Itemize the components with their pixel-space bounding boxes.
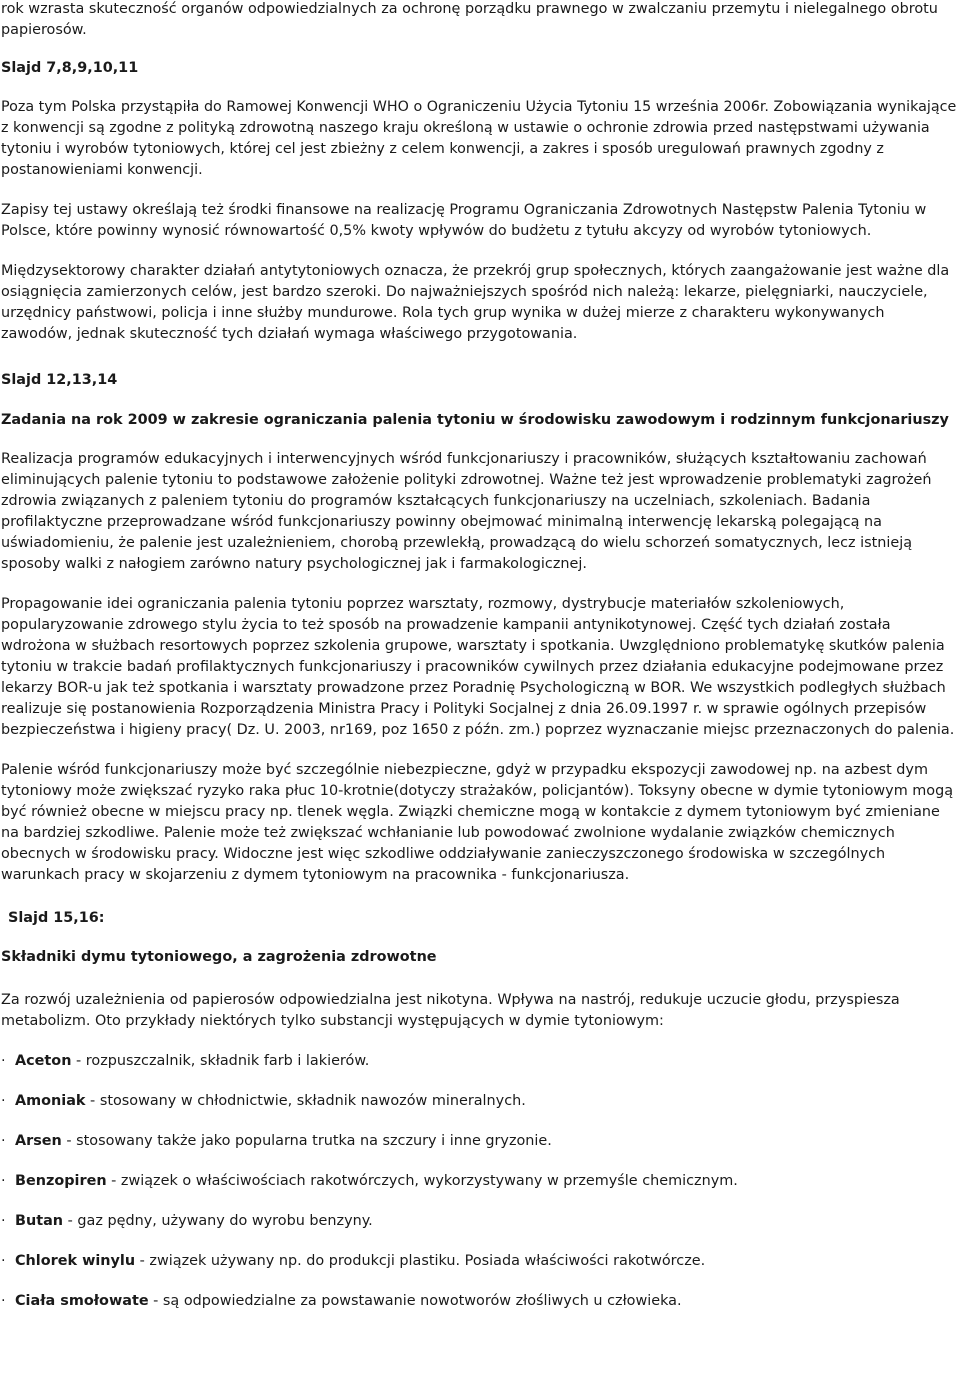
substance-term: Butan bbox=[15, 1213, 64, 1229]
bullet-dot: · bbox=[1, 1213, 6, 1229]
section2-paragraph-3: Palenie wśród funkcjonariuszy może być szczególnie niebezpieczne, gdyż w przypadku ekspozycji zawodowej np. na azbest dym tytoniowy może zwiększać ryzyko raka płuc 10-krotnie(dotyczy strażaków, policjantów). Toksyny obecne w dymie tytoniowym mogą być również obecne w miejscu pracy np. tlenek węgla. Związki chemiczne mogą w kontakcie z dymem tytoniowym być zmieniane na bardziej szkodliwe. Palenie może też zwiększać wchłanianie lub powodować zwolnione wydalanie związków chemicznych obecnych w środowisku pracy. Widoczne jest więc szkodliwe oddziaływanie zanieczyszczonego środowiska w szczególnych warunkach pracy w skojarzeniu z dymem tytoniowym na pracownika - funkcjonariusza. bbox=[1, 762, 954, 883]
substance-description: - stosowany także jako popularna trutka na szczury i inne gryzonie. bbox=[61, 1133, 552, 1149]
substance-term: Aceton bbox=[15, 1053, 72, 1069]
intro-paragraph-3: Zapisy tej ustawy określają też środki finansowe na realizację Programu Ograniczania Zdrowotnych Następstw Palenia Tytoniu w Polsce, które powinny wynosić równowartość 0,5% kwoty wpływów do budżetu z tytułu akcyzy od wyrobów tytoniowych. bbox=[1, 202, 927, 239]
list-item bbox=[1, 1211, 957, 1232]
substance-term: Arsen bbox=[15, 1133, 62, 1149]
list-item bbox=[1, 1251, 957, 1272]
list-item bbox=[1, 1171, 957, 1192]
intro-paragraph-4: Międzysektorowy charakter działań antytytoniowych oznacza, że przekrój grup społecznych, których zaangażowanie jest ważne dla osiągnięcia zamierzonych celów, jest bardzo szeroki. Do najważniejszych spośród nich należą: lekarze, pielęgniarki, nauczyciele, urzędnicy państwowi, policja i inne służby mundurowe. Rola tych grup wynika w dużej mierze z charakteru wykonywanych zawodów, jednak skuteczność tych działań wymaga właściwego przygotowania. bbox=[1, 263, 950, 342]
substance-description: - związek o właściwościach rakotwórczych, wykorzystywany w przemyśle chemicznym. bbox=[106, 1173, 738, 1189]
slajd-label-15-16: Slajd 15,16: bbox=[8, 910, 105, 926]
section-heading-zadania: Zadania na rok 2009 w zakresie ograniczania palenia tytoniu w środowisku zawodowym i rodzinnym funkcjonariuszy bbox=[1, 412, 949, 428]
section2-paragraph-1: Realizacja programów edukacyjnych i interwencyjnych wśród funkcjonariuszy i pracowników, służących kształtowaniu zachowań eliminujących palenie tytoniu to podstawowe założenie polityki zdrowotnej. Ważne też jest wprowadzenie problematyki zagrożeń zdrowia związanych z paleniem tytoniu do programów kształcących funkcjonariuszy na uczelniach, szkoleniach. Badania profilaktyczne przeprowadzane wśród funkcjonariuszy powinny obejmować minimalną interwencję lekarską polegającą na uświadomieniu, że palenie jest uzależnieniem, chorobą przewlekłą, prowadzącą do wielu schorzeń somatycznych, lecz istnieją sposoby walki z nałogiem zarówno natury psychologicznej jak i farmakologicznej. bbox=[1, 451, 932, 572]
bullet-dot: · bbox=[1, 1293, 6, 1309]
list-item bbox=[1, 1131, 957, 1152]
list-item bbox=[1, 1051, 957, 1072]
substance-description: - stosowany w chłodnictwie, składnik nawozów mineralnych. bbox=[85, 1093, 526, 1109]
substance-term: Benzopiren bbox=[15, 1173, 107, 1189]
list-item bbox=[1, 1291, 957, 1312]
substance-term: Ciała smołowate bbox=[15, 1293, 149, 1309]
list-item bbox=[1, 1091, 957, 1112]
substance-description: - związek używany np. do produkcji plastiku. Posiada właściwości rakotwórcze. bbox=[135, 1253, 706, 1269]
section3-paragraph-1: Za rozwój uzależnienia od papierosów odpowiedzialna jest nikotyna. Wpływa na nastrój, redukuje uczucie głodu, przyspiesza metabolizm. Oto przykłady niektórych tylko substancji występujących w dymie tytoniowym: bbox=[1, 992, 900, 1029]
intro-paragraph-2: Poza tym Polska przystąpiła do Ramowej Konwencji WHO o Ograniczeniu Użycia Tytoniu 15 września 2006r. Zobowiązania wynikające z konwencji są zgodne z polityką zdrowotną naszego kraju określoną w ustawie o ochronie zdrowia przed następstwami używania tytoniu i wyrobów tytoniowych, której cel jest zbieżny z celem konwencji, a zakres i sposób uregulowań prawnych zgodny z postanowieniami konwencji. bbox=[1, 99, 957, 178]
substance-description: - rozpuszczalnik, składnik farb i lakierów. bbox=[71, 1053, 370, 1069]
bullet-dot: · bbox=[1, 1053, 6, 1069]
slajd-label-12-14: Slajd 12,13,14 bbox=[1, 372, 118, 388]
substance-term: Amoniak bbox=[15, 1093, 86, 1109]
substance-description: - są odpowiedzialne za powstawanie nowotworów złośliwych u człowieka. bbox=[148, 1293, 682, 1309]
section-heading-skladniki: Składniki dymu tytoniowego, a zagrożenia zdrowotne bbox=[1, 949, 437, 965]
substance-term: Chlorek winylu bbox=[15, 1253, 136, 1269]
intro-paragraph-1: rok wzrasta skuteczność organów odpowiedzialnych za ochronę porządku prawnego w zwalczaniu przemytu i nielegalnego obrotu papierosów. bbox=[1, 1, 938, 38]
bullet-dot: · bbox=[1, 1133, 6, 1149]
substance-list bbox=[1, 1051, 957, 1312]
section2-paragraph-2: Propagowanie idei ograniczania palenia tytoniu poprzez warsztaty, rozmowy, dystrybucje materiałów szkoleniowych, popularyzowanie zdrowego stylu życia to też sposób na prowadzenie kampanii antynikotynowej. Część tych działań została wdrożona w służbach resortowych poprzez szkolenia grupowe, warsztaty i spotkania. Uwzględniono problematykę skutków palenia tytoniu w trakcie badań profilaktycznych funkcjonariuszy i pracowników cywilnych przez działania edukacyjne podejmowane przez lekarzy BOR-u jak też spotkania i warsztaty prowadzone przez Poradnię Psychologiczną w BOR. We wszystkich podległych służbach realizuje się postanowienia Rozporządzenia Ministra Pracy i Polityki Socjalnej z dnia 26.09.1997 r. w sprawie ogólnych przepisów bezpieczeństwa i higieny pracy( Dz. U. 2003, nr169, poz 1650 z późn. zm.) poprzez wyznaczanie miejsc przeznaczonych do palenia. bbox=[1, 596, 955, 738]
slajd-label-7-11: Slajd 7,8,9,10,11 bbox=[1, 60, 139, 76]
substance-description: - gaz pędny, używany do wyrobu benzyny. bbox=[63, 1213, 373, 1229]
bullet-dot: · bbox=[1, 1093, 6, 1109]
bullet-dot: · bbox=[1, 1173, 6, 1189]
bullet-dot: · bbox=[1, 1253, 6, 1269]
